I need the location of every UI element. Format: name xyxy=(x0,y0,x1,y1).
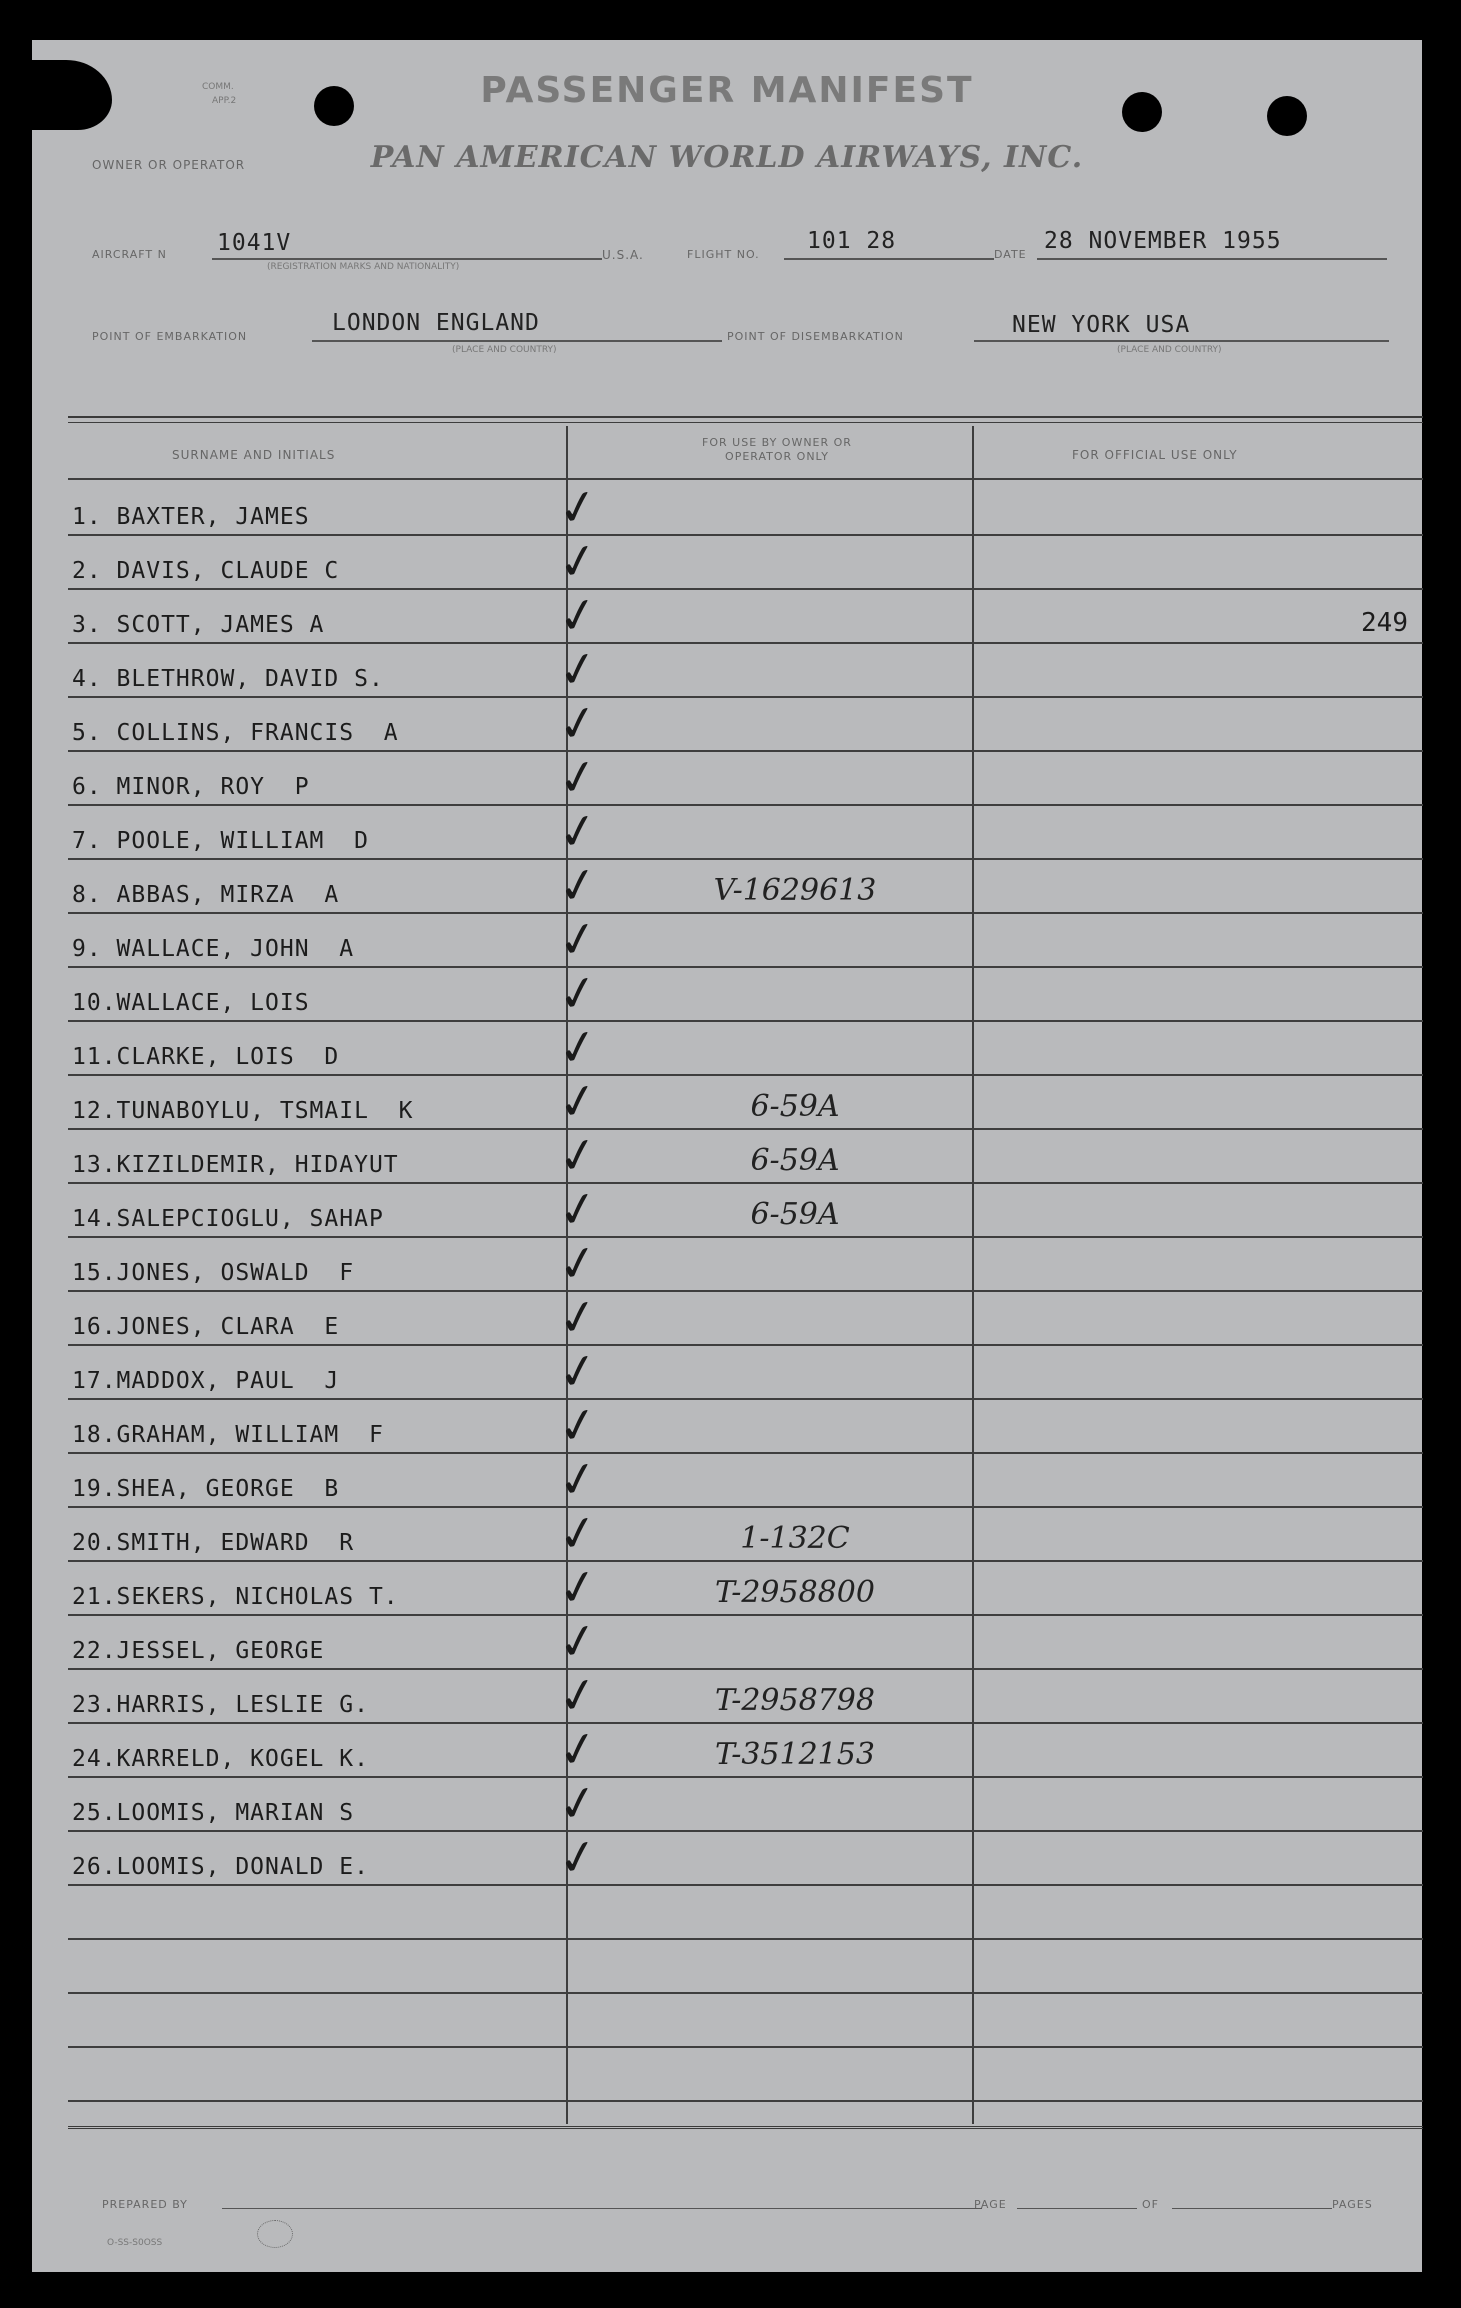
form-corner-code: COMM. xyxy=(202,82,234,92)
passenger-name: 8. ABBAS, MIRZA A xyxy=(72,882,340,908)
check-mark-icon: ✓ xyxy=(553,1178,603,1242)
column-header-surname: SURNAME AND INITIALS xyxy=(172,448,336,462)
table-row xyxy=(68,1124,1423,1188)
airline-name: PAN AMERICAN WORLD AIRWAYS, INC. xyxy=(370,140,1084,175)
pages-label: PAGES xyxy=(1332,2198,1373,2211)
check-mark-icon: ✓ xyxy=(553,1664,603,1728)
table-row xyxy=(68,1394,1423,1458)
disembark-underline xyxy=(974,340,1389,342)
aircraft-label: AIRCRAFT N xyxy=(92,248,167,261)
check-mark-icon: ✓ xyxy=(553,1394,603,1458)
check-mark-icon: ✓ xyxy=(553,1502,603,1566)
operator-note: T-2958800 xyxy=(715,1575,875,1610)
table-row xyxy=(68,692,1423,756)
passenger-name: 16.JONES, CLARA E xyxy=(72,1314,340,1340)
disembark-value: NEW YORK USA xyxy=(1012,312,1191,338)
check-mark-icon: ✓ xyxy=(553,530,603,594)
check-mark-icon: ✓ xyxy=(553,476,603,540)
operator-note: T-3512153 xyxy=(715,1737,875,1772)
aircraft-caption: (REGISTRATION MARKS AND NATIONALITY) xyxy=(267,262,460,272)
table-row xyxy=(68,746,1423,810)
passenger-name: 22.JESSEL, GEORGE xyxy=(72,1638,325,1664)
passenger-name: 11.CLARKE, LOIS D xyxy=(72,1044,340,1070)
passenger-name: 17.MADDOX, PAUL J xyxy=(72,1368,340,1394)
blank-row xyxy=(68,1938,1423,1994)
table-row xyxy=(68,962,1423,1026)
date-value: 28 NOVEMBER 1955 xyxy=(1044,228,1282,254)
table-row xyxy=(68,800,1423,864)
check-mark-icon: ✓ xyxy=(553,1826,603,1890)
passenger-name: 20.SMITH, EDWARD R xyxy=(72,1530,355,1556)
passenger-name: 4. BLETHROW, DAVID S. xyxy=(72,666,384,692)
official-note: 249 xyxy=(1361,608,1408,638)
table-bottom-rule xyxy=(68,2126,1423,2129)
table-top-rule-2 xyxy=(68,422,1423,423)
usa-label: U.S.A. xyxy=(602,248,644,262)
check-mark-icon: ✓ xyxy=(553,800,603,864)
passenger-name: 12.TUNABOYLU, TSMAIL K xyxy=(72,1098,414,1124)
operator-note: 6-59A xyxy=(750,1089,840,1124)
check-mark-icon: ✓ xyxy=(553,1610,603,1674)
embark-caption: (PLACE AND COUNTRY) xyxy=(452,345,557,355)
check-mark-icon: ✓ xyxy=(553,1340,603,1404)
table-row xyxy=(68,1772,1423,1836)
operator-note: T-2958798 xyxy=(715,1683,875,1718)
table-row xyxy=(68,1340,1423,1404)
check-mark-icon: ✓ xyxy=(553,692,603,756)
column-header-official: FOR OFFICIAL USE ONLY xyxy=(1072,448,1238,462)
check-mark-icon: ✓ xyxy=(553,584,603,648)
passenger-name: 2. DAVIS, CLAUDE C xyxy=(72,558,340,584)
passenger-name: 25.LOOMIS, MARIAN S xyxy=(72,1800,355,1826)
passenger-name: 10.WALLACE, LOIS xyxy=(72,990,310,1016)
table-row xyxy=(68,1502,1423,1566)
table-row xyxy=(68,530,1423,594)
blank-row xyxy=(68,2046,1423,2102)
check-mark-icon: ✓ xyxy=(553,1556,603,1620)
page-title: PASSENGER MANIFEST xyxy=(480,70,974,111)
prepared-by-label: PREPARED BY xyxy=(102,2198,188,2211)
aircraft-underline xyxy=(212,258,602,260)
flight-value: 101 28 xyxy=(807,228,897,254)
check-mark-icon: ✓ xyxy=(553,1448,603,1512)
operator-note: V-1629613 xyxy=(713,873,877,908)
disembark-caption: (PLACE AND COUNTRY) xyxy=(1117,345,1222,355)
passenger-name: 3. SCOTT, JAMES A xyxy=(72,612,325,638)
check-mark-icon: ✓ xyxy=(553,1232,603,1296)
date-label: DATE xyxy=(994,248,1027,261)
check-mark-icon: ✓ xyxy=(553,1070,603,1134)
of-label: OF xyxy=(1142,2198,1159,2211)
footer-printer-stamp xyxy=(257,2220,293,2248)
embark-underline xyxy=(312,340,722,342)
aircraft-value: 1041V xyxy=(217,230,292,256)
passenger-name: 19.SHEA, GEORGE B xyxy=(72,1476,340,1502)
embark-label: POINT OF EMBARKATION xyxy=(92,330,248,343)
table-row xyxy=(68,1664,1423,1728)
check-mark-icon: ✓ xyxy=(553,638,603,702)
column-header-owner: FOR USE BY OWNER OR OPERATOR ONLY xyxy=(702,436,852,463)
check-mark-icon: ✓ xyxy=(553,1016,603,1080)
date-underline xyxy=(1037,258,1387,260)
owner-label: OWNER OR OPERATOR xyxy=(92,158,246,172)
passenger-name: 23.HARRIS, LESLIE G. xyxy=(72,1692,369,1718)
passenger-name: 14.SALEPCIOGLU, SAHAP xyxy=(72,1206,384,1232)
page-underline xyxy=(1017,2208,1137,2209)
table-row xyxy=(68,1610,1423,1674)
passenger-name: 18.GRAHAM, WILLIAM F xyxy=(72,1422,384,1448)
table-row xyxy=(68,584,1423,648)
table-row xyxy=(68,1718,1423,1782)
passenger-name: 6. MINOR, ROY P xyxy=(72,774,310,800)
passenger-name: 13.KIZILDEMIR, HIDAYUT xyxy=(72,1152,399,1178)
check-mark-icon: ✓ xyxy=(553,908,603,972)
operator-note: 6-59A xyxy=(750,1143,840,1178)
blank-row xyxy=(68,1992,1423,2048)
blank-row xyxy=(68,1884,1423,1940)
operator-note: 6-59A xyxy=(750,1197,840,1232)
check-mark-icon: ✓ xyxy=(553,1124,603,1188)
check-mark-icon: ✓ xyxy=(553,854,603,918)
form-corner-code-2: APP.2 xyxy=(212,96,237,106)
check-mark-icon: ✓ xyxy=(553,1286,603,1350)
passenger-name: 15.JONES, OSWALD F xyxy=(72,1260,355,1286)
table-top-rule xyxy=(68,416,1423,418)
passenger-name: 9. WALLACE, JOHN A xyxy=(72,936,355,962)
passenger-name: 26.LOOMIS, DONALD E. xyxy=(72,1854,369,1880)
manifest-sheet xyxy=(32,40,1422,2272)
passenger-name: 21.SEKERS, NICHOLAS T. xyxy=(72,1584,399,1610)
passenger-name: 24.KARRELD, KOGEL K. xyxy=(72,1746,369,1772)
check-mark-icon: ✓ xyxy=(553,746,603,810)
table-row xyxy=(68,1232,1423,1296)
table-row xyxy=(68,1826,1423,1890)
of-underline xyxy=(1172,2208,1332,2209)
table-row xyxy=(68,1556,1423,1620)
table-row xyxy=(68,1286,1423,1350)
disembark-label: POINT OF DISEMBARKATION xyxy=(727,330,904,343)
page-label: PAGE xyxy=(974,2198,1007,2211)
table-row xyxy=(68,1016,1423,1080)
table-row xyxy=(68,1178,1423,1242)
passenger-name: 5. COLLINS, FRANCIS A xyxy=(72,720,399,746)
check-mark-icon: ✓ xyxy=(553,962,603,1026)
table-row xyxy=(68,854,1423,918)
operator-note: 1-132C xyxy=(740,1521,850,1556)
check-mark-icon: ✓ xyxy=(553,1718,603,1782)
footer-code: O-SS-S0OSS xyxy=(107,2238,163,2248)
embark-value: LONDON ENGLAND xyxy=(332,310,540,336)
prepared-underline xyxy=(222,2208,982,2209)
table-row xyxy=(68,638,1423,702)
table-row xyxy=(68,1070,1423,1134)
passenger-name: 7. POOLE, WILLIAM D xyxy=(72,828,369,854)
table-row xyxy=(68,908,1423,972)
table-row xyxy=(68,1448,1423,1512)
table-row xyxy=(68,476,1423,540)
passenger-name: 1. BAXTER, JAMES xyxy=(72,504,310,530)
flight-label: FLIGHT NO. xyxy=(687,248,760,261)
flight-underline xyxy=(784,258,994,260)
check-mark-icon: ✓ xyxy=(553,1772,603,1836)
